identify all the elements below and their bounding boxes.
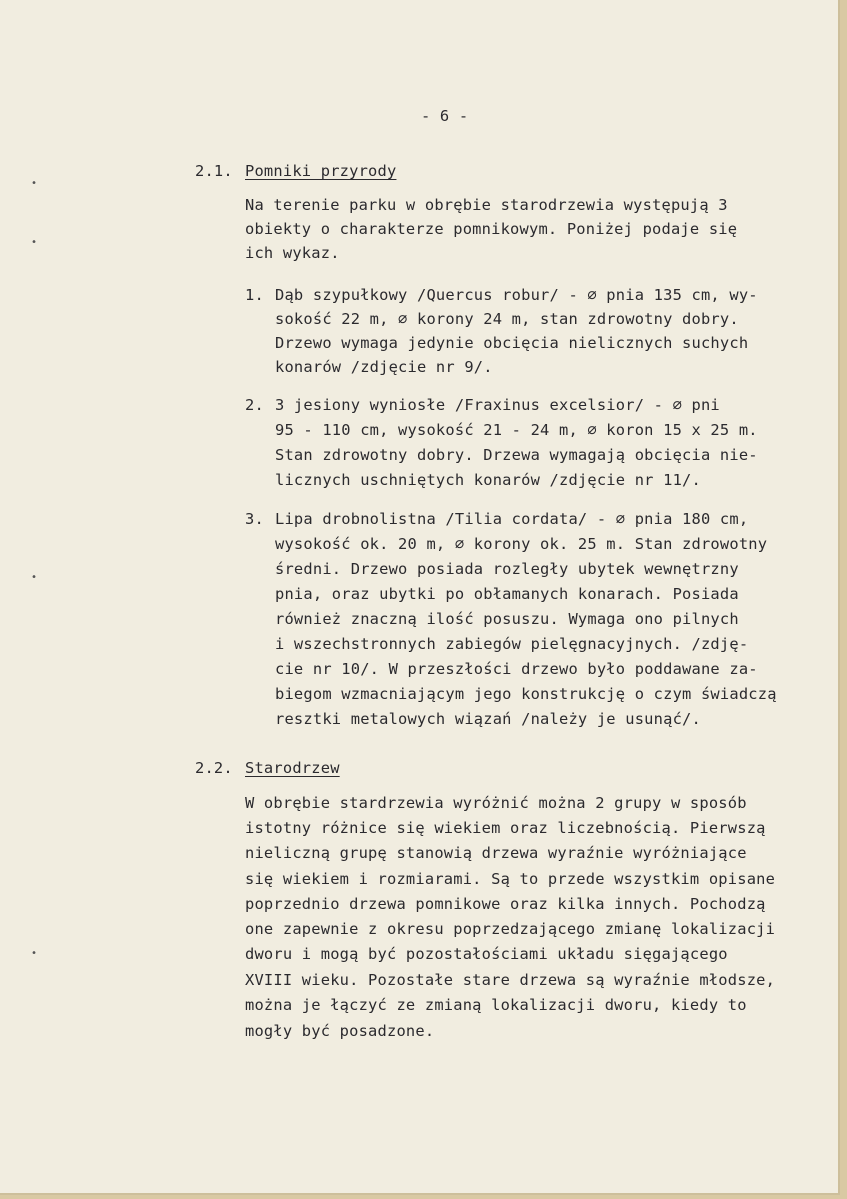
margin-mark: •	[31, 237, 38, 248]
paragraph-line: istotny różnice się wiekiem oraz liczebnością. Pierwszą	[245, 819, 766, 837]
list-item-number: 1.	[245, 286, 264, 304]
paragraph-line: Na terenie parku w obrębie starodrzewia występują 3	[245, 196, 728, 214]
paragraph-line: mogły być posadzone.	[245, 1022, 435, 1040]
list-item-line: resztki metalowych wiązań /należy je usunąć/.	[275, 710, 701, 728]
list-item-number: 2.	[245, 396, 264, 414]
section-heading: Starodrzew	[245, 759, 340, 777]
paragraph-line: nieliczną grupę stanowią drzewa wyraźnie wyróżniające	[245, 844, 747, 862]
paragraph-line: poprzednio drzewa pomnikowe oraz kilka innych. Pochodzą	[245, 895, 766, 913]
list-item-line: Drzewo wymaga jedynie obcięcia nielicznych suchych	[275, 334, 749, 352]
section-number: 2.2.	[195, 759, 233, 777]
paragraph-line: XVIII wieku. Pozostałe stare drzewa są wyraźnie młodsze,	[245, 971, 776, 989]
paragraph-line: W obrębie stardrzewia wyróżnić można 2 grupy w sposób	[245, 794, 747, 812]
list-item-line: biegom wzmacniającym jego konstrukcję o czym świadczą	[275, 685, 777, 703]
paragraph-line: one zapewnie z okresu poprzedzającego zmianę lokalizacji	[245, 920, 776, 938]
list-item-line: i wszechstronnych zabiegów pielęgnacyjnych. /zdję-	[275, 635, 749, 653]
paragraph-line: się wiekiem i rozmiarami. Są to przede wszystkim opisane	[245, 870, 776, 888]
page-number: - 6 -	[421, 107, 469, 125]
section-number: 2.1.	[195, 162, 233, 180]
list-item-line: Dąb szypułkowy /Quercus robur/ - ∅ pnia 135 cm, wy-	[275, 286, 758, 304]
paragraph-line: dworu i mogą być pozostałościami układu sięgającego	[245, 945, 728, 963]
list-item-line: 95 - 110 cm, wysokość 21 - 24 m, ∅ koron 15 x 25 m.	[275, 421, 758, 439]
margin-mark: •	[31, 948, 38, 959]
list-item-line: wysokość ok. 20 m, ∅ korony ok. 25 m. Stan zdrowotny	[275, 535, 768, 553]
list-item-line: konarów /zdjęcie nr 9/.	[275, 358, 493, 376]
list-item-line: sokość 22 m, ∅ korony 24 m, stan zdrowotny dobry.	[275, 310, 739, 328]
list-item-line: cie nr 10/. W przeszłości drzewo było poddawane za-	[275, 660, 758, 678]
list-item-line: licznych uschniętych konarów /zdjęcie nr 11/.	[275, 471, 701, 489]
list-item-line: średni. Drzewo posiada rozległy ubytek wewnętrzny	[275, 560, 739, 578]
list-item-line: pnia, oraz ubytki po obłamanych konarach. Posiada	[275, 585, 739, 603]
margin-mark: •	[31, 178, 38, 189]
paragraph-line: ich wykaz.	[245, 244, 340, 262]
list-item-line: Stan zdrowotny dobry. Drzewa wymagają obcięcia nie-	[275, 446, 758, 464]
margin-mark: •	[31, 572, 38, 583]
paragraph-line: obiekty o charakterze pomnikowym. Poniżej podaje się	[245, 220, 738, 238]
list-item-line: również znaczną ilość posuszu. Wymaga ono pilnych	[275, 610, 739, 628]
paragraph-line: można je łączyć ze zmianą lokalizacji dworu, kiedy to	[245, 996, 747, 1014]
list-item-line: 3 jesiony wyniosłe /Fraxinus excelsior/ - ∅ pni	[275, 396, 720, 414]
list-item-line: Lipa drobnolistna /Tilia cordata/ - ∅ pnia 180 cm,	[275, 510, 749, 528]
section-heading: Pomniki przyrody	[245, 162, 397, 180]
list-item-number: 3.	[245, 510, 264, 528]
